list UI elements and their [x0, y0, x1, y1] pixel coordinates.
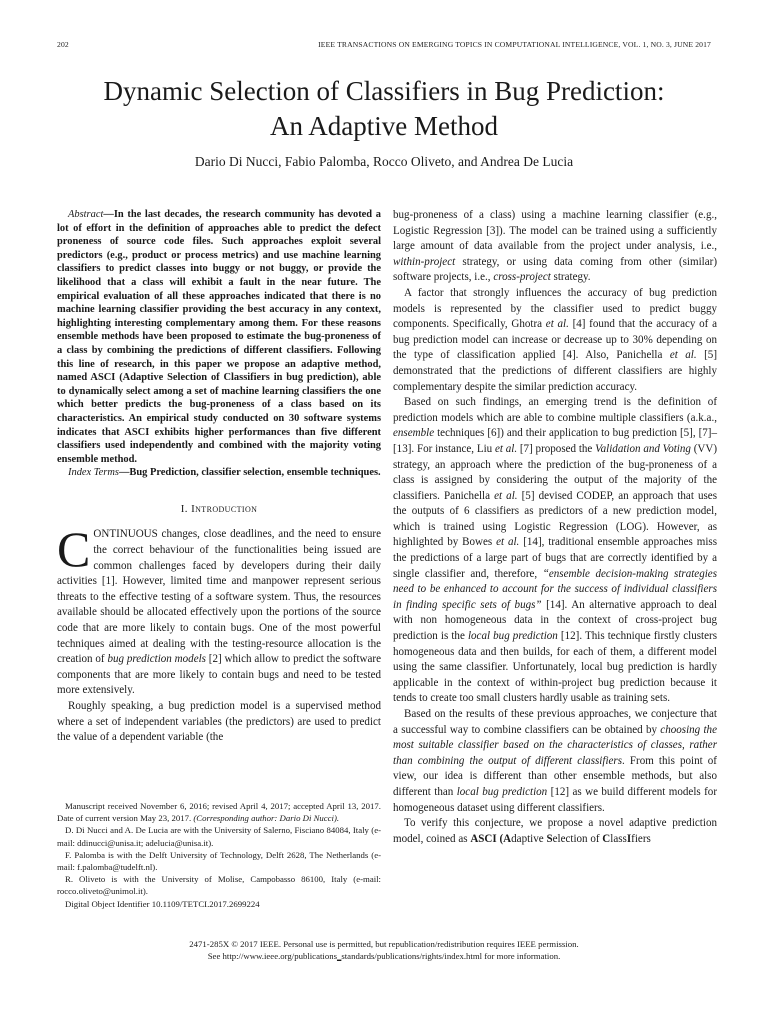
intro-paragraph-2: Roughly speaking, a bug prediction model is a supervised method where a set of independent variables (the predictors) are used to predict the value of a dependent variable (the: [57, 700, 381, 744]
title-line-2: An Adaptive Method: [270, 111, 498, 141]
rp4-a: To verify this conjecture, we propose a novel adaptive prediction model, coined as: [393, 817, 717, 845]
right-paragraph-2: [393, 395, 717, 707]
rp2-em5: et al.: [496, 536, 520, 549]
rp1-em2: et al.: [669, 349, 697, 362]
footnote-corresponding: (Corresponding author: Dario Di Nucci).: [193, 813, 340, 824]
page-number: 202: [57, 40, 69, 49]
rp4-lass: lass: [610, 832, 627, 845]
rp4-election: election of: [552, 832, 603, 845]
journal-header: IEEE TRANSACTIONS ON EMERGING TOPICS IN COMPUTATIONAL INTELLIGENCE, VOL. 1, NO. 3, JUNE 2017: [318, 40, 711, 49]
rp2-f: [14], traditional ensemble approaches miss the predictions of a large part of bugs that are correctly identified by a single classifier and, therefore,: [393, 536, 717, 580]
rp0-em2: cross-project: [493, 271, 551, 284]
rp0-a: bug-proneness of a class) using a machine learning classifier (e.g., Logistic Regression [3]). The model can be trained using a sufficiently large amount of data available from the project under analysis, i.e.,: [393, 209, 717, 253]
rp2-g: [14]. An alternative approach to deal with non homogeneous data in the context of cross-project bug prediction is the: [393, 598, 718, 643]
index-terms-text: —Bug Prediction, classifier selection, ensemble techniques.: [118, 467, 381, 479]
footnote-affiliation-3: R. Oliveto is with the University of Molise, Campobasso 86100, Italy (e-mail: rocco.oliveto@unimol.it).: [57, 874, 381, 897]
right-column: [393, 208, 717, 847]
rp3-em2: local bug prediction: [456, 785, 548, 798]
rp4-paren: (: [496, 832, 504, 845]
rp3-b: . From this point of view, our idea is different than other ensemble methods, but also different than: [393, 754, 717, 798]
abstract-text: —In the last decades, the research community has devoted a lot of effort in the definition of approaches able to predict the defect proneness of source code files. Such approaches exploit several predictors (e.g., product or process metrics) and use machine learning classifiers to predict classes into buggy or not buggy, or provide the likelihood that a class will exhibit a fault in the near future. The empirical evaluation of all these approaches indicated that there is no machine learning classifier providing the best accuracy in any context, highlighting interesting complementary among them. For these reasons ensemble methods have been proposed to estimate the bug-proneness of a class by combining the predictions of different classifiers. Following this line of research, in this paper we propose an adaptive method, named ASCI (Adaptive Selection of Classifiers in bug prediction), able to dynamically select among a set of machine learning classifiers the one which better predicts the bug-proneness of a class based on its characteristics. An empirical study conducted on 30 software systems indicates that ASCI exhibits higher performances than five different classifiers used independently and combined with the majority voting ensemble method.: [57, 209, 381, 465]
footnote-affiliation-2: F. Palomba is with the Delft University of Technology, Delft 2628, The Netherlands (e-mail: f.palomba@tudelft.nl).: [57, 849, 381, 873]
footnotes: [57, 800, 381, 910]
right-paragraph-0: [393, 208, 717, 286]
rp2-b: techniques [6]) and their application to bug prediction [5], [7]–[13]. For instance, Liu: [393, 427, 717, 455]
rp4-daptive: daptive: [511, 832, 547, 845]
section-number: I.: [180, 502, 188, 515]
rp3-a: Based on the results of these previous approaches, we conjecture that a successful way to combine classifiers can be obtained by: [393, 708, 717, 736]
rp4-fiers: fiers: [631, 832, 651, 845]
left-column: [57, 208, 381, 746]
footnote-manuscript: [57, 800, 381, 824]
author-list: Dario Di Nucci, Fabio Palomba, Rocco Oliveto, and Andrea De Lucia: [194, 154, 574, 169]
running-head: [57, 40, 711, 52]
intro-paragraph-1: [57, 521, 381, 699]
index-terms-lead: Index Terms: [68, 467, 119, 479]
right-paragraph-4: [393, 816, 717, 847]
rp0-c: strategy.: [550, 271, 591, 284]
rp2-e: [5] devised CODEP, an approach that uses the outputs of 6 classifiers as predictors of a new prediction model, which is trained using Logistic Regression (LOG). However, as highlighted by Bowes: [393, 489, 718, 549]
copyright-line-1: 2471-285X © 2017 IEEE. Personal use is permitted, but republication/redistribution requires IEEE permission.: [189, 939, 579, 949]
rp2-em1: ensemble: [393, 427, 435, 440]
right-paragraph-3: [393, 707, 717, 816]
rp3-c: [12] as we build different models for homogeneous dataset using different classifiers.: [393, 785, 717, 814]
rp0-b: strategy, or using data coming from other (similar) software projects, i.e.,: [393, 255, 717, 284]
section-heading: [57, 502, 381, 518]
copyright-url-underscore: _: [336, 951, 342, 961]
rp4-asci: ASCI: [470, 832, 497, 845]
rp2-h: [12]. This technique firstly clusters homogeneous data and then builds, for each of them, a different model using the same classifier. Unfortunately, local bug prediction is hardly applicable in the context of within-project bug prediction because it tends to create too small clusters hardly usable as training sets.: [393, 630, 717, 705]
rp4-a-letter: A: [503, 832, 512, 845]
footnote-manuscript-text: Manuscript received November 6, 2016; revised April 4, 2017; accepted April 13, 2017. Date of current version May 23, 2017.: [57, 801, 381, 824]
abstract: [57, 208, 381, 466]
intro-caps-word: ONTINUOUS: [93, 528, 158, 541]
copyright-notice: [40, 938, 728, 962]
rp1-c: [5] demonstrated that the predictions of different classifiers are highly complementary despite the similar prediction accuracy.: [393, 349, 717, 393]
rp2-em2: et al.: [494, 442, 518, 455]
right-paragraph-1: [393, 286, 717, 395]
section-title: Introduction: [191, 502, 258, 515]
rp4-s-letter: S: [546, 832, 553, 845]
rp2-em3: Validation and Voting: [595, 442, 691, 455]
intro-p1-emph: bug prediction models: [107, 653, 206, 666]
rp2-em7: local bug prediction: [467, 630, 558, 643]
paper-title: [40, 74, 728, 144]
rp4-c-letter: C: [602, 832, 611, 845]
rp3-em1: choosing the most suitable classifier based on the characteristics of classes, rather than combining the output of different classifiers: [393, 723, 717, 767]
intro-p1-text-b: [2] which allow to predict the software components that are more likely to contain bugs and need to be tested more extensively.: [57, 653, 381, 697]
rp0-em1: within-project: [393, 255, 456, 268]
rp4-i-letter: I: [626, 832, 632, 845]
rp2-c: [7] proposed the: [517, 442, 596, 455]
rp2-em6: “ensemble decision-making strategies need to be enhanced to account for the success of individual classifiers in finding specific sets of bugs”: [393, 567, 717, 611]
intro-p1-text-a: changes, close deadlines, and the need to ensure the correct behaviour of the functionalities being issued are common challenges faced by developers during their daily activities [1]. However, limited time and manpower represent serious threats to the effective testing of a software system. Thus, the resources available should be allocated effectively upon the portions of the source code that are more likely to contain bugs. One of the most powerful techniques aimed at dealing with the testing-resource allocation is the creation of: [57, 528, 381, 666]
rp1-em1: et al.: [545, 318, 569, 331]
rp2-a: Based on such findings, an emerging trend is the definition of prediction models which are able to combine multiple classifiers (a.k.a.,: [393, 396, 717, 424]
footnote-doi: Digital Object Identifier 10.1109/TETCI.2017.2699224: [65, 898, 260, 909]
rp2-d: (VV) strategy, an approach where the prediction of the bug-proneness of a class is assigned by considering the output of the majority of the classifiers. Panichella: [393, 442, 718, 502]
copyright-url-a: See http://www.ieee.org/publications: [207, 951, 337, 961]
rp2-em4: et al.: [494, 489, 518, 502]
index-terms: [57, 466, 381, 480]
abstract-lead: Abstract: [68, 209, 104, 220]
title-line-1: Dynamic Selection of Classifiers in Bug Prediction:: [103, 76, 665, 106]
rp1-b: [4] found that the accuracy of a bug prediction model can increase or decrease up to 30% depending on the type of classification applied [4]. Also, Panichella: [393, 318, 717, 362]
footnote-affiliation-1: D. Di Nucci and A. De Lucia are with the University of Salerno, Fisciano 84084, Italy (e-mail: ddinucci@unisa.it; adelucia@unisa.it).: [57, 825, 381, 848]
copyright-line-2: [40, 950, 728, 962]
drop-cap: C: [57, 521, 91, 578]
rp1-a: A factor that strongly influences the accuracy of bug prediction models is represented by the classifier used to predict buggy components. Specifically, Ghotra: [393, 286, 717, 331]
copyright-url-b: standards/publications/rights/index.html for more information.: [341, 951, 561, 961]
